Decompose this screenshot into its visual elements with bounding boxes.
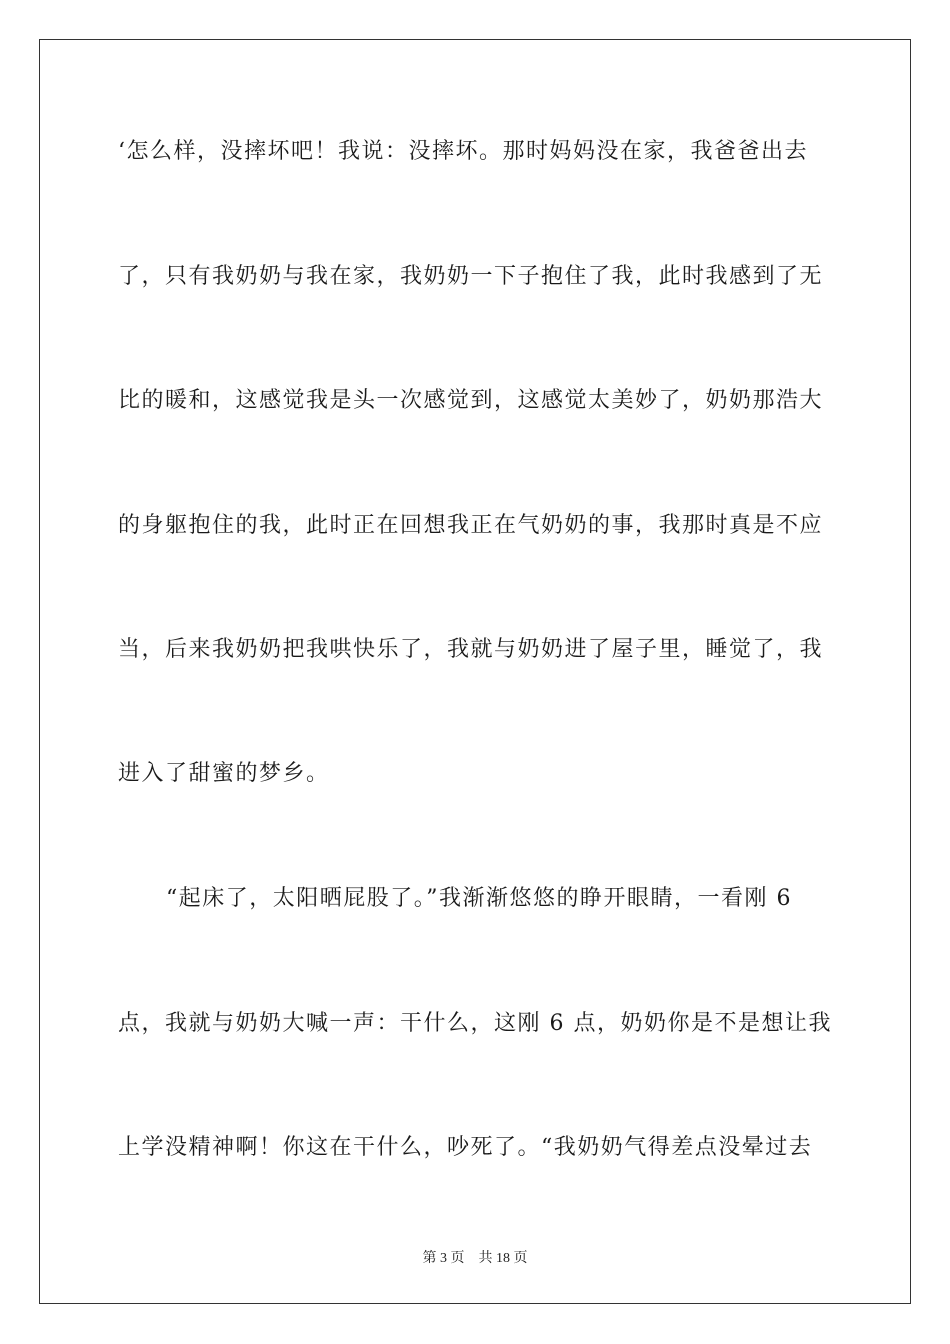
page-number-footer: 第 3 页 共 18 页 — [422, 1251, 528, 1266]
text-line: 当，后来我奶奶把我哄快乐了，我就与奶奶进了屋子里，睡觉了，我 — [118, 637, 824, 662]
text-line-indented: “起床了，太阳晒屁股了。”我渐渐悠悠的睁开眼睛，一看刚 6 — [166, 886, 792, 911]
text-line: ‘怎么样，没摔坏吧！我说：没摔坏。那时妈妈没在家，我爸爸出去 — [118, 139, 808, 164]
text-line: 上学没精神啊！你这在干什么，吵死了。“我奶奶气得差点没晕过去 — [118, 1135, 813, 1160]
text-line: 比的暖和，这感觉我是头一次感觉到，这感觉太美妙了，奶奶那浩大 — [118, 388, 824, 413]
text-line: 了，只有我奶奶与我在家，我奶奶一下子抱住了我，此时我感到了无 — [118, 264, 824, 289]
text-line: 点，我就与奶奶大喊一声：干什么，这刚 6 点，奶奶你是不是想让我 — [118, 1011, 832, 1036]
page-border — [39, 39, 911, 1304]
text-line: 进入了甜蜜的梦乡。 — [118, 761, 330, 786]
text-line: 的身躯抱住的我，此时正在回想我正在气奶奶的事，我那时真是不应 — [118, 513, 824, 538]
